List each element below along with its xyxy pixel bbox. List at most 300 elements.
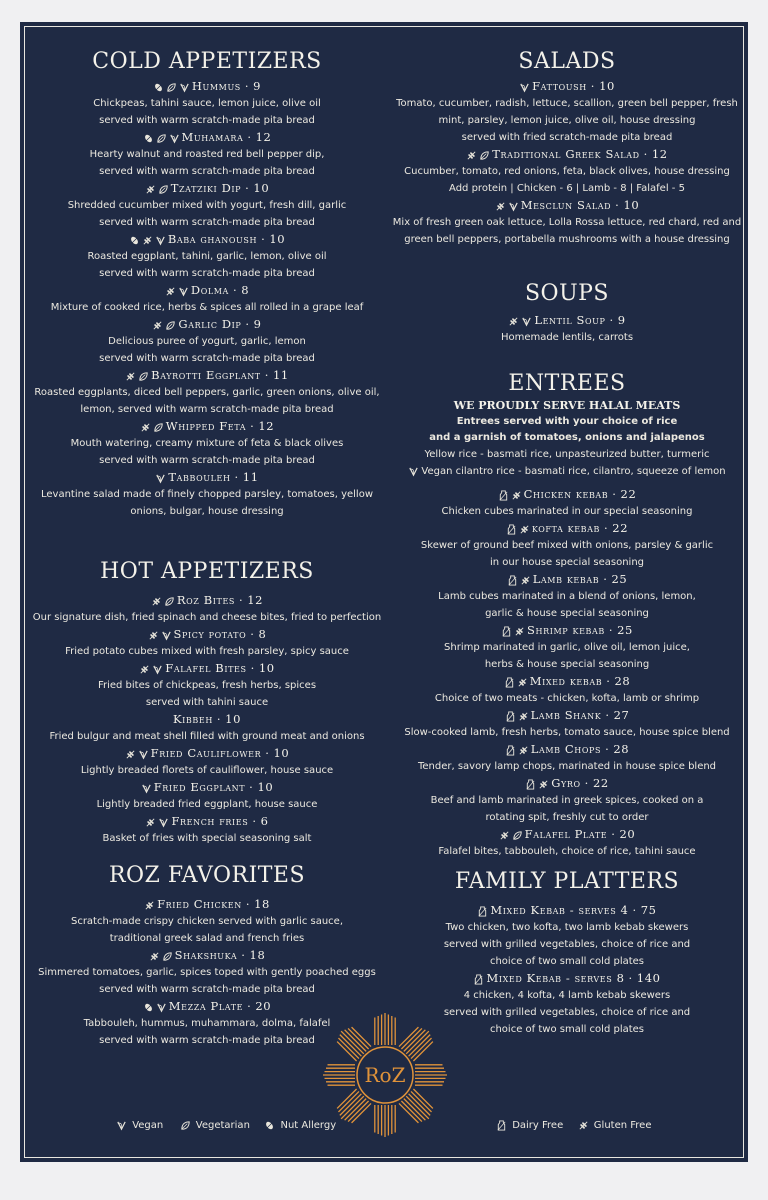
menu-item xyxy=(26,316,388,367)
vegan-icon xyxy=(178,286,189,297)
gluten-free-icon xyxy=(144,900,155,911)
menu-item-description: Slow-cooked lamb, fresh herbs, tomato sauce, house spice blend xyxy=(404,727,730,738)
menu-item-description: Simmered tomatoes, garlic, spices toped with gently poached eggs xyxy=(38,967,376,978)
item-list xyxy=(26,592,388,847)
section-title: COLD APPETIZERS xyxy=(92,49,322,74)
dairy-free-icon xyxy=(501,626,512,637)
menu-item-price: 18 xyxy=(254,897,270,911)
section-title: FAMILY PLATTERS xyxy=(454,869,680,894)
menu-item xyxy=(26,626,388,660)
price-separator: · xyxy=(250,661,255,675)
menu-item-description: traditional greek salad and french fries xyxy=(109,933,305,944)
dairy-free-icon xyxy=(473,974,484,985)
price-separator: · xyxy=(265,746,270,760)
menu-item-heading xyxy=(26,711,388,728)
price-separator: · xyxy=(603,572,608,586)
section-salads xyxy=(392,48,742,248)
menu-item-name: Whipped Feta xyxy=(165,419,247,433)
menu-item-name: Dolma xyxy=(190,283,229,297)
menu-item-description: served with warm scratch-made pita bread xyxy=(99,984,315,995)
menu-item xyxy=(26,418,388,469)
gluten-free-icon xyxy=(125,749,136,760)
vegetarian-icon xyxy=(165,320,176,331)
price-separator: · xyxy=(605,708,610,722)
gluten-free-icon xyxy=(518,745,529,756)
gluten-free-icon xyxy=(499,830,510,841)
price-separator: · xyxy=(232,283,238,297)
menu-item-heading xyxy=(392,826,742,843)
menu-item-description: served with warm scratch-made pita bread xyxy=(99,166,315,177)
vegetarian-icon xyxy=(153,422,164,433)
section-title: HOT APPETIZERS xyxy=(100,559,314,584)
gluten-free-icon xyxy=(511,490,522,501)
logo-text: RoZ xyxy=(364,1063,406,1087)
section-entrees xyxy=(392,370,742,860)
vegetarian-icon xyxy=(180,1120,191,1131)
menu-item-description: Lightly breaded fried eggplant, house sauce xyxy=(96,799,318,810)
price-separator: · xyxy=(245,317,250,331)
menu-item-name: Tzatziki Dip xyxy=(170,181,242,195)
menu-item-description: Cucumber, tomato, red onions, feta, black olives, house dressing xyxy=(404,166,730,177)
vegan-icon xyxy=(408,466,419,477)
menu-item-description: Chicken cubes marinated in our special seasoning xyxy=(441,506,693,517)
menu-item-description: Mouth watering, creamy mixture of feta & black olives xyxy=(70,438,344,449)
menu-item-description: Tabbouleh, hummus, muhammara, dolma, falafel xyxy=(83,1018,331,1029)
menu-item-description: served with grilled vegetables, choice of rice and xyxy=(443,1007,691,1018)
vegetarian-icon xyxy=(164,596,175,607)
menu-item xyxy=(392,741,742,775)
menu-item-description: Roasted eggplant, tahini, garlic, lemon, olive oil xyxy=(87,251,327,262)
menu-item-price: 10 xyxy=(269,232,286,246)
vegetarian-icon xyxy=(162,951,173,962)
vegetarian-icon xyxy=(158,184,169,195)
nut-allergy-icon xyxy=(143,133,154,144)
nut-allergy-icon xyxy=(143,1002,154,1013)
menu-item-name: Shrimp kebab xyxy=(527,623,605,637)
menu-item-name: Kibbeh xyxy=(172,712,213,726)
menu-item-name: Falafel Bites xyxy=(165,661,247,675)
price-separator: · xyxy=(216,712,222,726)
price-separator: · xyxy=(241,948,246,962)
price-separator: · xyxy=(606,674,611,688)
menu-item-heading xyxy=(26,418,388,435)
menu-item-name: Lamb Chops xyxy=(530,742,602,756)
menu-item xyxy=(392,78,742,146)
menu-item-description: rotating spit, freshly cut to order xyxy=(485,812,649,823)
nut-allergy-icon xyxy=(129,235,140,246)
menu-item-description: choice of two small cold plates xyxy=(489,1024,645,1035)
dairy-free-icon xyxy=(498,490,509,501)
price-separator: · xyxy=(628,971,633,985)
price-separator: · xyxy=(632,903,637,917)
menu-item-description: Delicious puree of yogurt, garlic, lemon xyxy=(108,336,306,347)
vegan-icon xyxy=(152,664,163,675)
section-hot-appetizers xyxy=(26,558,388,847)
section-title: SOUPS xyxy=(524,281,610,306)
menu-item-price: 25 xyxy=(611,572,628,586)
menu-item xyxy=(392,571,742,622)
dairy-free-icon xyxy=(496,1120,507,1131)
menu-item-price: 18 xyxy=(249,948,266,962)
menu-item xyxy=(26,367,388,418)
menu-item-price: 10 xyxy=(273,746,290,760)
menu-item-heading xyxy=(392,775,742,792)
menu-item-price: 22 xyxy=(592,776,609,790)
gluten-free-icon xyxy=(165,286,176,297)
dairy-free-icon xyxy=(477,906,488,917)
menu-item-price: 9 xyxy=(253,317,262,331)
gluten-free-icon xyxy=(466,150,477,161)
menu-item-price: 28 xyxy=(614,674,631,688)
menu-item-description: Lightly breaded florets of cauliflower, house sauce xyxy=(80,765,334,776)
menu-item xyxy=(392,520,742,571)
menu-item-description: garlic & house special seasoning xyxy=(485,608,649,619)
menu-item-price: 12 xyxy=(258,419,275,433)
menu-item-name: French fries xyxy=(171,814,249,828)
menu-item-name: Mixed Kebab - serves 4 xyxy=(490,903,629,917)
dairy-free-icon xyxy=(504,677,515,688)
price-separator: · xyxy=(264,368,269,382)
menu-item-description: Skewer of ground beef mixed with onions, parsley & garlic xyxy=(420,540,714,551)
halal-subtitle: WE PROUDLY SERVE HALAL MEATS xyxy=(453,399,681,412)
menu-item xyxy=(26,129,388,180)
menu-item-heading xyxy=(392,78,742,95)
menu-item-heading xyxy=(26,129,388,146)
menu-item-description: served with warm scratch-made pita bread xyxy=(99,455,315,466)
gluten-free-icon xyxy=(149,951,160,962)
menu-item xyxy=(26,469,388,520)
menu-item-description: Two chicken, two kofta, two lamb kebab skewers xyxy=(445,922,689,933)
price-separator: · xyxy=(611,827,616,841)
menu-item-price: 27 xyxy=(613,708,630,722)
gluten-free-icon xyxy=(517,677,528,688)
menu-item xyxy=(392,622,742,673)
gluten-free-icon xyxy=(139,664,150,675)
gluten-free-icon xyxy=(518,711,529,722)
menu-item xyxy=(26,78,388,129)
menu-item xyxy=(26,779,388,813)
vegetarian-icon xyxy=(138,371,149,382)
gluten-free-icon xyxy=(145,184,156,195)
menu-item xyxy=(26,660,388,711)
menu-item-description: Fried bites of chickpeas, fresh herbs, spices xyxy=(97,680,317,691)
menu-item xyxy=(26,745,388,779)
menu-item-price: 10 xyxy=(258,661,275,675)
menu-board xyxy=(20,22,748,1162)
gluten-free-icon xyxy=(125,371,136,382)
menu-item-price: 11 xyxy=(273,368,289,382)
legend-dairy-free: Dairy Free xyxy=(512,1120,564,1131)
gluten-free-icon xyxy=(508,316,519,327)
menu-item-price: 12 xyxy=(247,593,264,607)
menu-item-description: choice of two small cold plates xyxy=(489,956,645,967)
menu-item-description: served with warm scratch-made pita bread xyxy=(99,268,315,279)
menu-item-description: Scratch-made crispy chicken served with garlic sauce, xyxy=(70,916,344,927)
menu-item-price: 11 xyxy=(242,470,259,484)
menu-item xyxy=(26,180,388,231)
rice-option-yellow: Yellow rice - basmati rice, unpasteurized butter, turmeric xyxy=(424,449,710,460)
price-separator: · xyxy=(615,198,620,212)
menu-item-name: Fried Cauliflower xyxy=(150,746,262,760)
vegan-icon xyxy=(155,235,166,246)
gluten-free-icon xyxy=(578,1120,589,1131)
menu-item-description: lemon, served with warm scratch-made pita bread xyxy=(80,404,334,415)
menu-item-price: 140 xyxy=(636,971,661,985)
menu-item-name: Lamb Shank xyxy=(530,708,602,722)
price-separator: · xyxy=(245,897,251,911)
menu-item-name: Hummus xyxy=(191,79,241,93)
menu-item-price: 12 xyxy=(255,130,272,144)
menu-item-price: 22 xyxy=(620,487,637,501)
menu-item-heading xyxy=(392,197,742,214)
item-list xyxy=(392,78,742,248)
vegetarian-icon xyxy=(156,133,167,144)
menu-item-description: Roasted eggplants, diced bell peppers, garlic, green onions, olive oil, xyxy=(34,387,380,398)
price-separator: · xyxy=(249,780,254,794)
menu-item-description: herbs & house special seasoning xyxy=(484,659,650,670)
vegan-icon xyxy=(158,817,169,828)
menu-item-name: Muhamara xyxy=(181,130,244,144)
price-separator: · xyxy=(608,623,614,637)
menu-item xyxy=(26,231,388,282)
section-title: SALADS xyxy=(518,49,616,74)
price-separator: · xyxy=(250,627,255,641)
price-separator: · xyxy=(250,419,255,433)
vegetarian-icon xyxy=(166,82,177,93)
menu-item-description: Levantine salad made of finely chopped parsley, tomatoes, yellow xyxy=(40,489,374,500)
menu-item-description: Mixture of cooked rice, herbs & spices all rolled in a grape leaf xyxy=(50,302,364,313)
roz-logo xyxy=(320,1010,450,1140)
menu-item-price: 9 xyxy=(617,313,626,327)
menu-item-price: 25 xyxy=(617,623,633,637)
menu-item xyxy=(392,486,742,520)
menu-item xyxy=(392,902,742,970)
menu-item-description: Chickpeas, tahini sauce, lemon juice, olive oil xyxy=(93,98,321,109)
menu-item-description: served with warm scratch-made pita bread xyxy=(99,217,315,228)
dairy-free-icon xyxy=(505,711,516,722)
dairy-free-icon xyxy=(505,745,516,756)
menu-item-description: served with grilled vegetables, choice of rice and xyxy=(443,939,691,950)
menu-item-name: Falafel Plate xyxy=(524,827,608,841)
item-list xyxy=(392,486,742,860)
menu-item-price: 10 xyxy=(599,79,615,93)
menu-item-description: served with warm scratch-made pita bread xyxy=(99,1035,315,1046)
gluten-free-icon xyxy=(145,817,156,828)
price-separator: · xyxy=(604,521,609,535)
menu-item-price: 12 xyxy=(651,147,668,161)
gluten-free-icon xyxy=(151,596,162,607)
menu-item xyxy=(392,146,742,197)
menu-item-heading xyxy=(26,282,388,299)
menu-item-description: Fried bulgur and meat shell filled with ground meat and onions xyxy=(49,731,365,742)
menu-item xyxy=(26,947,388,998)
menu-item-description: Tomato, cucumber, radish, lettuce, scallion, green bell pepper, fresh xyxy=(396,98,738,109)
section-cold-appetizers xyxy=(26,48,388,520)
vegan-icon xyxy=(521,316,532,327)
gluten-free-icon xyxy=(152,320,163,331)
menu-item-price: 8 xyxy=(258,627,267,641)
menu-item xyxy=(392,197,742,248)
price-separator: · xyxy=(252,814,257,828)
menu-item xyxy=(392,826,742,860)
menu-item-price: 9 xyxy=(253,79,262,93)
rice-option-cilantro: Vegan cilantro rice - basmati rice, cilantro, squeeze of lemon xyxy=(392,463,742,480)
menu-item-heading xyxy=(392,520,742,537)
menu-item-description: green bell peppers, portabella mushrooms with a house dressing xyxy=(404,234,730,245)
gluten-free-icon xyxy=(519,524,530,535)
legend-left xyxy=(116,1120,336,1132)
section-soups xyxy=(392,280,742,346)
menu-item-price: 10 xyxy=(623,198,640,212)
menu-item-name: Traditional Greek Salad xyxy=(492,147,640,161)
menu-item-name: Shakshuka xyxy=(174,948,238,962)
dairy-free-icon xyxy=(507,575,518,586)
menu-item-price: 20 xyxy=(619,827,636,841)
vegan-icon xyxy=(161,630,172,641)
menu-item-description: Fried potato cubes mixed with fresh parsley, spicy sauce xyxy=(65,646,349,657)
menu-item-heading xyxy=(26,626,388,643)
menu-item xyxy=(26,711,388,745)
gluten-free-icon xyxy=(520,575,531,586)
menu-item-heading xyxy=(26,180,388,197)
menu-item-heading xyxy=(26,896,388,913)
menu-item-description: Choice of two meats - chicken, kofta, lamb or shrimp xyxy=(434,693,700,704)
menu-item-description: in our house special seasoning xyxy=(489,557,645,568)
menu-item-price: 10 xyxy=(253,181,270,195)
price-separator: · xyxy=(612,487,617,501)
menu-item-name: Baba ghanoush xyxy=(167,232,258,246)
menu-item-description: Basket of fries with special seasoning salt xyxy=(102,833,312,844)
legend-gluten-free: Gluten Free xyxy=(593,1120,652,1131)
legend-vegan: Vegan xyxy=(132,1120,164,1131)
price-separator: · xyxy=(261,232,266,246)
menu-item-description: Mix of fresh green oak lettuce, Lolla Rossa lettuce, red chard, red and xyxy=(392,217,742,228)
vegetarian-icon xyxy=(479,150,490,161)
price-separator: · xyxy=(605,742,610,756)
menu-item-heading xyxy=(392,902,742,919)
price-separator: · xyxy=(590,79,596,93)
price-separator: · xyxy=(609,313,614,327)
menu-item-heading xyxy=(392,673,742,690)
price-separator: · xyxy=(239,593,244,607)
vegan-icon xyxy=(156,1002,167,1013)
menu-item-heading xyxy=(26,660,388,677)
entree-note-2: and a garnish of tomatoes, onions and jalapenos xyxy=(429,432,705,443)
dairy-free-icon xyxy=(525,779,536,790)
menu-item-name: Chicken kebab xyxy=(523,487,609,501)
menu-item-price: 10 xyxy=(257,780,274,794)
menu-item-heading xyxy=(26,947,388,964)
vegan-icon xyxy=(519,82,530,93)
menu-item-heading xyxy=(392,622,742,639)
gluten-free-icon xyxy=(538,779,549,790)
menu-item-name: Roz Bites xyxy=(176,593,235,607)
menu-item-description: Hearty walnut and roasted red bell pepper dip, xyxy=(89,149,325,160)
legend-vegetarian: Vegetarian xyxy=(195,1120,250,1131)
gluten-free-icon xyxy=(495,201,506,212)
vegetarian-icon xyxy=(512,830,523,841)
menu-item-name: Garlic Dip xyxy=(178,317,242,331)
gluten-free-icon xyxy=(514,626,525,637)
menu-item-price: 20 xyxy=(255,999,272,1013)
roz-logo-mark xyxy=(320,1010,450,1140)
menu-item-name: Bayrotti Eggplant xyxy=(151,368,261,382)
menu-item-price: 28 xyxy=(613,742,630,756)
menu-item-name: Lamb kebab xyxy=(532,572,600,586)
menu-item-description: Our signature dish, fried spinach and cheese bites, fried to perfection xyxy=(32,612,382,623)
menu-item-name: Mezza Plate xyxy=(168,999,244,1013)
menu-item xyxy=(392,707,742,741)
menu-item-description: onions, bulgar, house dressing xyxy=(130,506,284,517)
vegan-icon xyxy=(155,473,166,484)
menu-item-heading xyxy=(392,741,742,758)
menu-item-price: 8 xyxy=(241,283,250,297)
legend-right xyxy=(496,1120,651,1132)
vegan-icon xyxy=(508,201,519,212)
entree-note-1: Entrees served with your choice of rice xyxy=(456,416,678,427)
nut-allergy-icon xyxy=(153,82,164,93)
menu-item-name: Lentil Soup xyxy=(534,313,606,327)
menu-item-name: Gyro xyxy=(551,776,581,790)
dairy-free-icon xyxy=(506,524,517,535)
menu-item-name: Mixed Kebab - serves 8 xyxy=(486,971,625,985)
menu-item-name: Spicy potato xyxy=(173,627,247,641)
menu-item-price: 22 xyxy=(612,521,629,535)
menu-item-description: mint, parsley, lemon juice, olive oil, house dressing xyxy=(438,115,696,126)
menu-item-name: Mixed kebab xyxy=(529,674,603,688)
nut-allergy-icon xyxy=(264,1120,275,1131)
menu-item-heading xyxy=(392,146,742,163)
item-list xyxy=(392,312,742,346)
menu-item-heading xyxy=(26,813,388,830)
price-separator: · xyxy=(245,181,250,195)
menu-item-heading xyxy=(26,78,388,95)
menu-item-heading xyxy=(26,316,388,333)
menu-item xyxy=(26,282,388,316)
menu-item-name: Tabbouleh xyxy=(168,470,231,484)
menu-item-description: served with warm scratch-made pita bread xyxy=(99,115,315,126)
menu-item-heading xyxy=(26,779,388,796)
price-separator: · xyxy=(247,130,252,144)
item-list xyxy=(26,78,388,520)
legend-nut-allergy: Nut Allergy xyxy=(280,1120,337,1131)
menu-item-heading xyxy=(26,745,388,762)
price-separator: · xyxy=(244,79,250,93)
menu-item-description: Lamb cubes marinated in a blend of onions, lemon, xyxy=(438,591,696,602)
vegan-icon xyxy=(169,133,180,144)
menu-item xyxy=(26,896,388,947)
menu-item-heading xyxy=(26,367,388,384)
menu-item-price: 75 xyxy=(640,903,657,917)
menu-item-name: Fried Chicken xyxy=(157,897,242,911)
vegan-icon xyxy=(116,1120,127,1131)
section-title: ROZ FAVORITES xyxy=(108,863,306,888)
gluten-free-icon xyxy=(140,422,151,433)
menu-item-heading xyxy=(26,592,388,609)
gluten-free-icon xyxy=(148,630,159,641)
menu-item-name: kofta kebab xyxy=(531,521,601,535)
menu-item-name: Mesclun Salad xyxy=(520,198,612,212)
menu-item xyxy=(26,813,388,847)
section-title: ENTREES xyxy=(508,371,626,396)
menu-item xyxy=(26,592,388,626)
menu-item-heading xyxy=(392,970,742,987)
menu-item-heading xyxy=(26,231,388,248)
menu-item-price: 6 xyxy=(260,814,269,828)
menu-item-heading xyxy=(392,707,742,724)
menu-item-description: Beef and lamb marinated in greek spices, cooked on a xyxy=(430,795,704,806)
gluten-free-icon xyxy=(142,235,153,246)
